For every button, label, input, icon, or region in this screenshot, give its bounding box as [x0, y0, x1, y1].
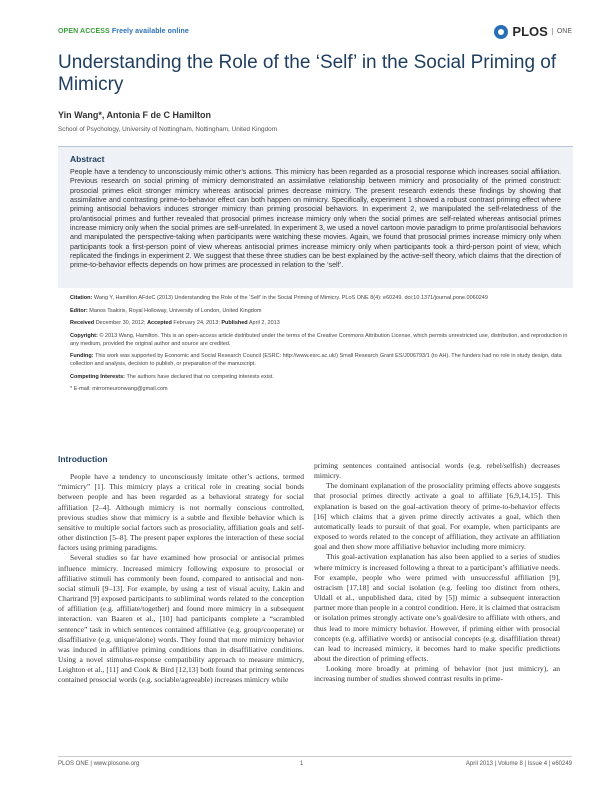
corresponding-email: * E-mail: mirrorneuronwang@gmail.com	[70, 386, 168, 392]
page-number: 1	[300, 761, 304, 767]
funding: Funding: This work was supported by Economic and Social Research Council (ESRC: http://www.esrc.ac.uk/) Small Research Grant ES/J006793/1 (to AH). The funders had no role in study design, data collection and analysis, decision to publish, or preparation of the manuscript.	[70, 353, 562, 367]
editor: Editor: Manos Tsakiris, Royal Holloway, University of London, United Kingdom	[70, 307, 262, 314]
journal-url: PLOS ONE | www.plosone.org	[58, 761, 140, 767]
paragraph: The dominant explanation of the prosociality priming effects above suggests that prosocial primes directly activate a goal to affiliate [6,9,14,15]. This explanation is based on the goal-activation theory of prime-to-behavior effects [16] which claims that a given prime directly activates a goal, which then automatically leads to pursuit of that goal. For example, when participants are exposed to words related to the concept of affiliation, they activate an affiliation goal and then show more affiliative behavior including more mimicry.	[314, 481, 560, 552]
plos-one-logo	[494, 24, 572, 39]
abstract-heading: Abstract	[70, 154, 105, 164]
paragraph: This goal-activation explanation has also been applied to a series of studies where mimicry is increased following a threat to a participant’s affiliative needs. For example, people who were primed with unsuccessful affiliation [9], ostracism [17,18] and social isolation (e.g. feeling too distinct from others, Uldall et al., unpublished data, cited by [5]) mimic a subsequent interaction partner more than people in a control condition. Here, it is claimed that ostracism or isolation primes strongly activate one’s goal/desire to affiliate with others, and thus lead to more mimicry behavior. However, if priming either with prosocial concepts (e.g. affiliative words) or antisocial concepts (e.g. disaffiliation threat) can lead to increased mimicry, it becomes hard to make specific predictions about the direction of priming effects.	[314, 552, 560, 663]
abstract-text: People have a tendency to unconsciously mimic other’s actions. This mimicry has been regarded as a prosocial response which increases social affiliation. Previous research on social priming of mimicry demonstrated an assimilative relationship between mimicry and prosociality of the primed construct: prosocial primes elicit stronger mimicry whereas antisocial primes decrease mimicry. The present research extends these findings by showing that assimilative and contrasting prime-to-behavior effect can both happen on mimicry. Specifically, experiment 1 showed a robust contrast priming effect where priming antisocial behaviors induces stronger mimicry than priming prosocial behaviors. In experiment 2, we manipulated the self-relatedness of the pro/antisocial primes and further revealed that prosocial primes increase mimicry only when the social primes are self-related whereas antisocial primes increase mimicry only when the social primes are self-unrelated. In experiment 3, we used a novel cartoon movie paradigm to prime pro/antisocial behaviors and manipulated the perspective-taking when participants were watching these movies. Again, we found that prosocial primes increase mimicry only when participants took a first-person point of view whereas antisocial primes increase mimicry only when participants took a third-person point of view, which replicated the findings in experiment 2. We suggest that these three studies can be best explained by the active-self theory, which claims that the direction of prime-to-behavior effects depends on how primes are processed in relation to the ‘self’.	[70, 168, 561, 270]
body-column-right	[314, 461, 560, 684]
citation: Citation: Wang Y, Hamilton AFdeC (2013) Understanding the Role of the ‘Self’ in the Social Priming of Mimicry. PLoS ONE 8(4): e60249. doi:10.1371/journal.pone.0060249	[70, 295, 488, 301]
paragraph: Several studies so far have examined how prosocial or antisocial primes influence mimicry. Increased mimicry following exposure to prosocial or affiliative stimuli has commonly been found, compared to antisocial and non-social stimuli [9–13]. For example, by using a test of visual acuity, Lakin and Chartrand [9] exposed participants to subliminal words related to the conception of affiliation (e.g. affiliate/together) and found more mimicry in a subsequent interaction. van Baaren et al., [10] had participants complete a “scrambled sentence” task in which sentences contained affiliative (e.g. group/cooperate) or disaffiliative (e.g. unique/alone) words. They found that more mimicry behavior was induced in affiliative priming conditions than in disaffiliative conditions. Using a novel stimulus-response compatibility approach to measure mimicry, Leighton et al., [11] and Cook & Bird [12,13] both found that priming sentences contained prosocial words (e.g. sociable/agreeable) increases mimicry while	[58, 553, 304, 685]
introduction-heading: Introduction	[58, 454, 108, 464]
freely-available-label: Freely available online	[111, 28, 189, 35]
article-metadata	[70, 294, 570, 398]
paragraph: priming sentences contained antisocial words (e.g. rebel/selfish) decreases mimicry.	[314, 461, 560, 481]
dates: Received December 30, 2012; Accepted February 24, 2013; Published April 2, 2013	[70, 320, 280, 326]
author-list: Yin Wang*, Antonia F de C Hamilton	[58, 110, 211, 120]
issue-info: April 2013 | Volume 8 | Issue 4 | e60249	[465, 761, 572, 767]
open-label: OPEN	[58, 28, 79, 35]
plos-logo-icon	[494, 25, 508, 39]
plos-wordmark: PLOS	[512, 24, 548, 39]
copyright: Copyright: © 2013 Wang, Hamilton. This is an open-access article distributed under the terms of the Creative Commons Attribution License, which permits unrestricted use, distribution, and reproduction in any medium, provided the original author and source are credited.	[70, 332, 568, 347]
abstract-box	[58, 146, 573, 288]
paragraph: People have a tendency to unconsciously imitate other’s actions, termed “mimicry” [1]. This mimicry plays a critical role in creating social bonds between people and has been regarded as a behavioral strategy for social affiliation [2–4]. Although mimicry is not normally conscious controlled, previous studies show that mimicry is a subtle and flexible behavior which is sensitive to multiple social factors such as prosociality, affiliation goals and self-other distinction [5–8]. The present paper explores the interaction of these social factors using priming paradigms.	[58, 472, 304, 553]
article-title: Understanding the Role of the ‘Self’ in the Social Priming of Mimicry	[58, 52, 557, 95]
one-wordmark: ONE	[552, 28, 572, 35]
journal-header	[58, 24, 572, 44]
competing-interests: Competing Interests: The authors have declared that no competing interests exist.	[70, 373, 274, 380]
body-column-left	[58, 454, 304, 685]
paragraph: Looking more broadly at priming of behavior (not just mimicry), an increasing number of studies showed contrast results in prime-	[314, 664, 560, 684]
page-footer	[58, 756, 572, 767]
open-access-banner	[58, 28, 189, 35]
affiliation: School of Psychology, University of Nottingham, Nottingham, United Kingdom	[58, 126, 278, 133]
access-label: ACCESS	[80, 28, 110, 35]
